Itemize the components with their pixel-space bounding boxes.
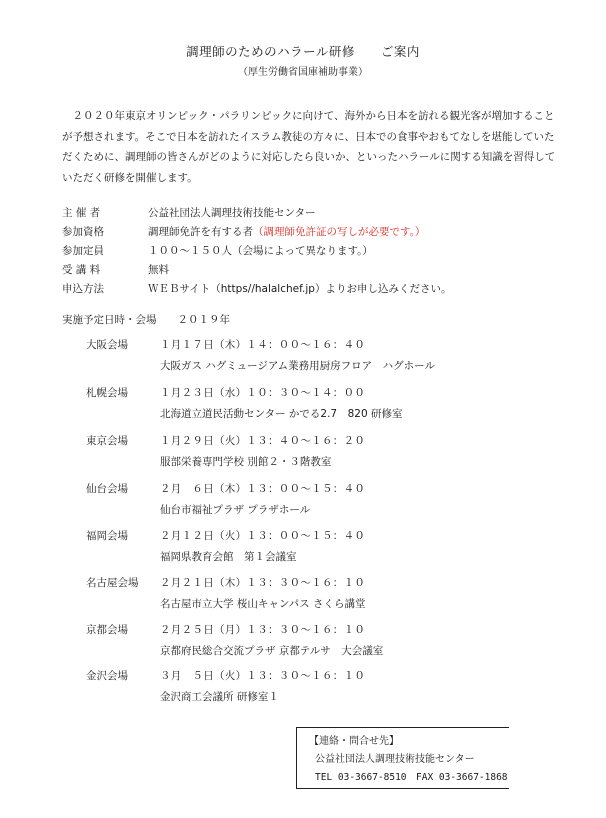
info-label: 参加資格 — [62, 226, 104, 238]
venue-name: 東京会場 — [86, 435, 128, 447]
contact-box — [296, 727, 509, 789]
info-label: 受 講 料 — [62, 264, 101, 276]
intro-paragraph: ２０２０年東京オリンピック・パラリンピックに向けて、海外から日本を訪れる観光客が増加することが予想されます。そこで日本を訪れたイスラム教徒の方々に、日本での食事やおもてなしを堪能していただくために、調理師の皆さんがどのように対応したら良いか、といったハラールに関する知識を習得していただく研修を開催します。 — [62, 110, 556, 184]
info-row-application — [62, 281, 451, 296]
venue-time: ２月２１日（木）１３：３０～１６：１０ — [160, 577, 366, 589]
venue-time: ３月 ５日（火）１３：３０～１６：１０ — [160, 670, 366, 682]
info-row-eligibility — [62, 224, 425, 239]
venue-time: ２月 ６日（木）１３：００～１５：４０ — [160, 483, 366, 495]
license-copy-note: （調理師免許証の写しが必要です。） — [253, 226, 426, 238]
venue-time: ２月２５日（月）１３：３０～１６：１０ — [160, 624, 366, 636]
venue-time: １月２３日（水）１０：３０～１４：００ — [160, 387, 366, 399]
schedule-heading: 実施予定日時・会場 ２０１９年 — [62, 314, 230, 326]
info-row-fee — [62, 262, 169, 277]
info-value: 公益社団法人調理技術技能センター — [148, 207, 316, 219]
venue-name: 大阪会場 — [86, 339, 128, 351]
venue-time: １月１７日（木）１４：００～１６：４０ — [160, 339, 366, 351]
venue-place: 仙台市福祉プラザ プラザホール — [160, 504, 311, 516]
page-title: 調理師のためのハラール研修 ご案内 — [186, 44, 420, 59]
venue-name: 名古屋会場 — [86, 577, 139, 589]
venue-place: 服部栄養専門学校 別館２・３階教室 — [160, 456, 332, 468]
info-label: 主 催 者 — [62, 207, 101, 219]
venue-time: ２月１２日（火）１３：００～１５：４０ — [160, 530, 366, 542]
venue-name: 札幌会場 — [86, 387, 128, 399]
contact-heading: 【連絡・問合せ先】 — [309, 736, 399, 747]
venue-place: 福岡県教育会館 第１会議室 — [160, 551, 297, 563]
info-value: １００～１５０人（会場によって異なります。） — [148, 245, 373, 257]
venue-name: 福岡会場 — [86, 530, 128, 542]
info-value: 調理師免許を有する者 — [148, 226, 253, 238]
venue-name: 京都会場 — [86, 624, 128, 636]
info-row-organizer — [62, 205, 316, 220]
page-subtitle: （厚生労働省国庫補助事業） — [238, 67, 368, 78]
venue-place: 金沢商工会議所 研修室１ — [160, 691, 279, 703]
contact-organization: 公益社団法人調理技術技能センター — [315, 754, 475, 765]
info-value: ＷＥＢサイト（https//halalchef.jp）よりお申し込みください。 — [148, 283, 452, 295]
contact-phone-fax: TEL 03-3667-8510 FAX 03-3667-1868 — [315, 772, 508, 783]
info-value: 無料 — [148, 264, 169, 276]
info-row-capacity — [62, 243, 373, 258]
info-label: 申込方法 — [62, 283, 104, 295]
venue-place: 大阪ガス ハグミュージアム業務用厨房フロア ハグホール — [160, 360, 435, 372]
venue-place: 京都府民総合交流プラザ 京都テルサ 大会議室 — [160, 645, 384, 657]
venue-place: 北海道立道民活動センター かでる2.7 820 研修室 — [160, 408, 403, 420]
venue-place: 名古屋市立大学 桜山キャンパス さくら講堂 — [160, 598, 366, 610]
info-label: 参加定員 — [62, 245, 104, 257]
venue-time: １月２９日（火）１３：４０～１６：２０ — [160, 435, 366, 447]
venue-name: 金沢会場 — [86, 670, 128, 682]
venue-name: 仙台会場 — [86, 483, 128, 495]
